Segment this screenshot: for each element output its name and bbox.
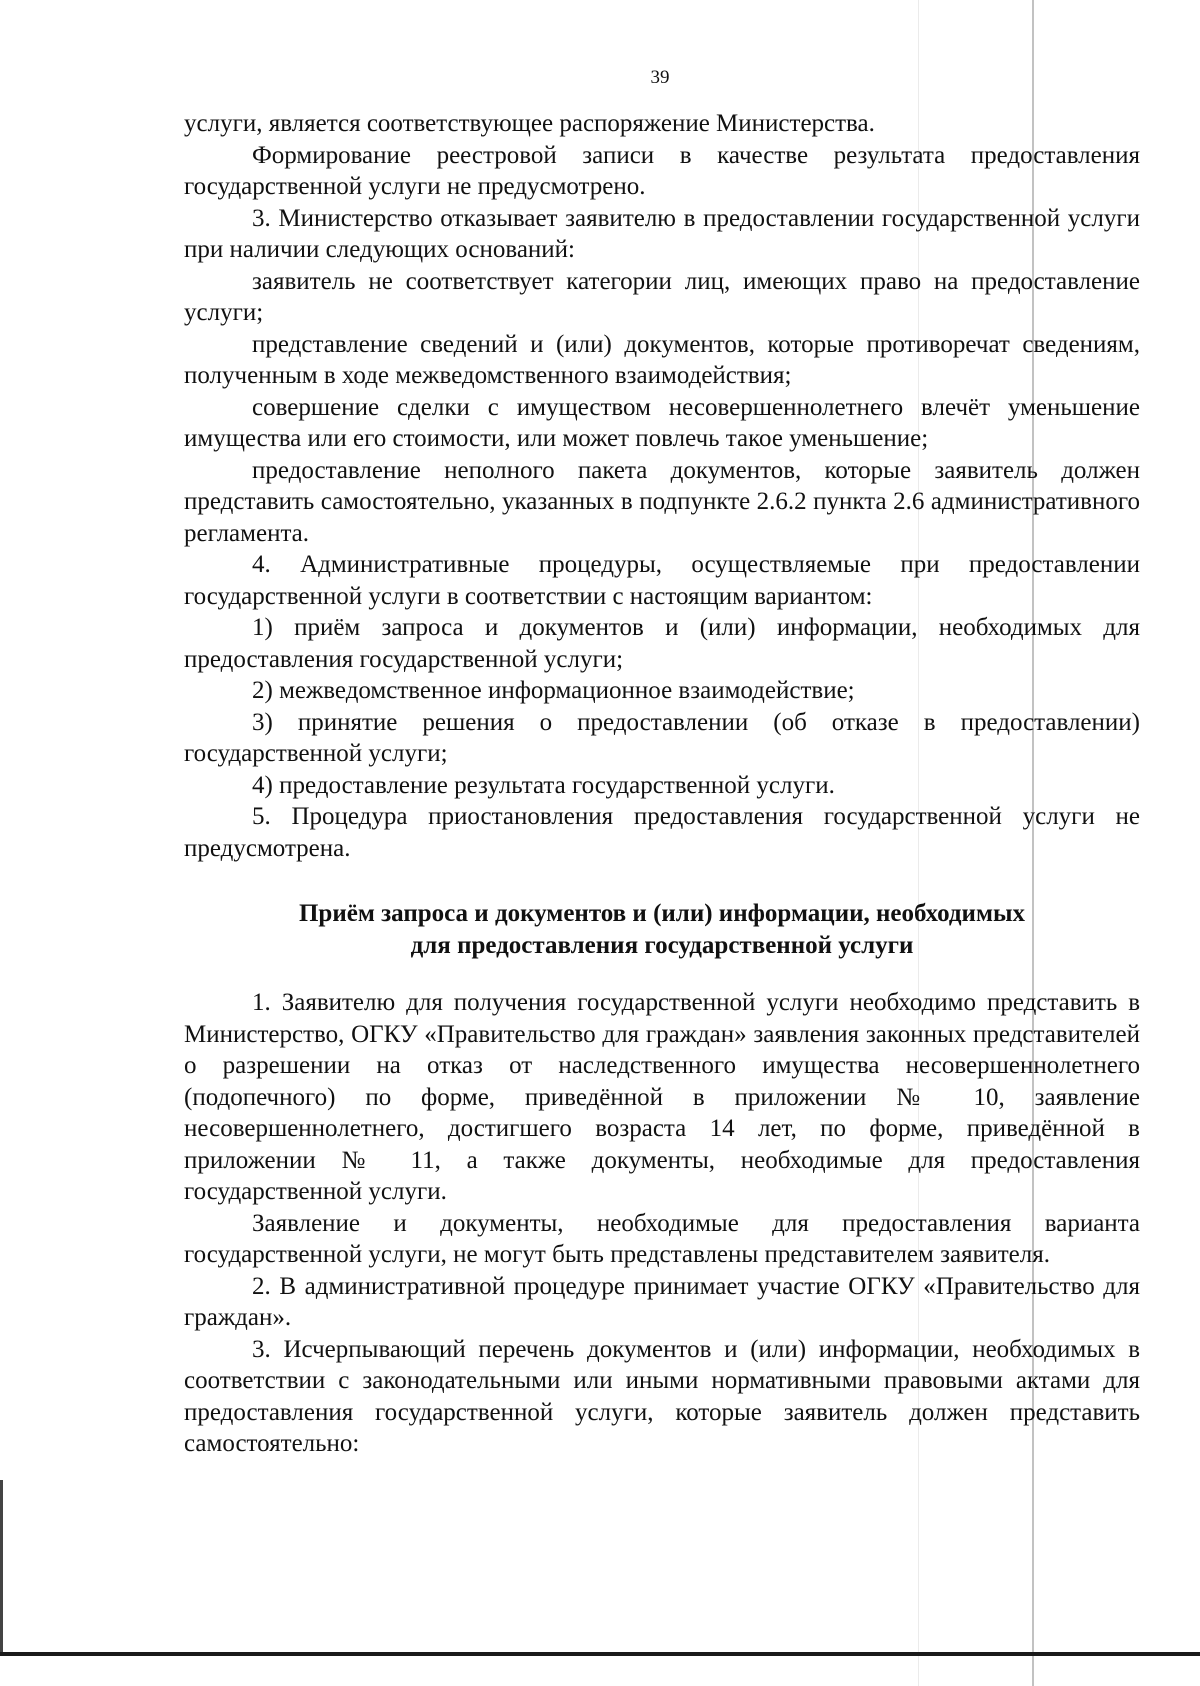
paragraph: представление сведений и (или) документов, которые противоречат сведениям, полученным в ходе межведомственного взаимодействия; xyxy=(184,330,1140,389)
paragraph: 3. Министерство отказывает заявителю в предоставлении государственной услуги при наличии следующих оснований: xyxy=(184,204,1140,263)
section-heading-line-1: Приём запроса и документов и (или) информации, необходимых xyxy=(298,900,1025,927)
paragraph: услуги, является соответствующее распоряжение Министерства. xyxy=(184,110,875,137)
scan-bottom-edge xyxy=(0,1652,1200,1656)
paragraph: 2) межведомственное информационное взаимодействие; xyxy=(252,677,855,704)
paragraph: предоставление неполного пакета документов, которые заявитель должен представить самостоятельно, указанных в подпункте 2.6.2 пункта 2.6 административного регламента. xyxy=(184,456,1140,547)
paragraph: 1) приём запроса и документов и (или) информации, необходимых для предоставления государственной услуги; xyxy=(184,614,1140,673)
paragraphs-top xyxy=(184,108,1140,864)
paragraph: 4. Административные процедуры, осуществляемые при предоставлении государственной услуги в соответствии с настоящим вариантом: xyxy=(184,551,1140,610)
paragraph: Заявление и документы, необходимые для предоставления варианта государственной услуги, не могут быть представлены представителем заявителя. xyxy=(184,1209,1140,1268)
paragraph: 2. В административной процедуре принимает участие ОГКУ «Правительство для граждан». xyxy=(184,1272,1140,1331)
scan-left-edge xyxy=(0,1480,3,1655)
paragraph: Формирование реестровой записи в качестве результата предоставления государственной услуги не предусмотрено. xyxy=(184,141,1140,200)
paragraph: совершение сделки с имуществом несовершеннолетнего влечёт уменьшение имущества или его стоимости, или может повлечь такое уменьшение; xyxy=(184,393,1140,452)
paragraph: заявитель не соответствует категории лиц, имеющих право на предоставление услуги; xyxy=(184,267,1140,326)
paragraph: 4) предоставление результата государственной услуги. xyxy=(252,771,835,799)
paragraphs-bottom xyxy=(184,987,1140,1460)
paragraph: 1. Заявителю для получения государственной услуги необходимо представить в Министерство, ОГКУ «Правительство для граждан» заявления законных представителей о разрешении на отказ от наследственного имущества несовершеннолетнего (подопечного) по форме, приведённой в приложении № 10, заявление несовершеннолетнего, достигшего возраста 14 лет, по форме, приведённой в приложении № 11, а также документы, необходимые для предоставления государственной услуги. xyxy=(184,989,1140,1205)
paragraph: 3. Исчерпывающий перечень документов и (или) информации, необходимых в соответствии с законодательными или иными нормативными правовыми актами для предоставления государственной услуги, которые заявитель должен представить самостоятельно: xyxy=(184,1335,1140,1457)
document-body xyxy=(184,108,1140,1460)
section-heading xyxy=(184,898,1140,961)
paragraph: 3) принятие решения о предоставлении (об отказе в предоставлении) государственной услуги; xyxy=(184,708,1140,767)
paragraph: 5. Процедура приостановления предоставления государственной услуги не предусмотрена. xyxy=(184,803,1140,862)
section-heading-line-2: для предоставления государственной услуги xyxy=(410,931,914,959)
page-number: 39 xyxy=(650,67,670,88)
